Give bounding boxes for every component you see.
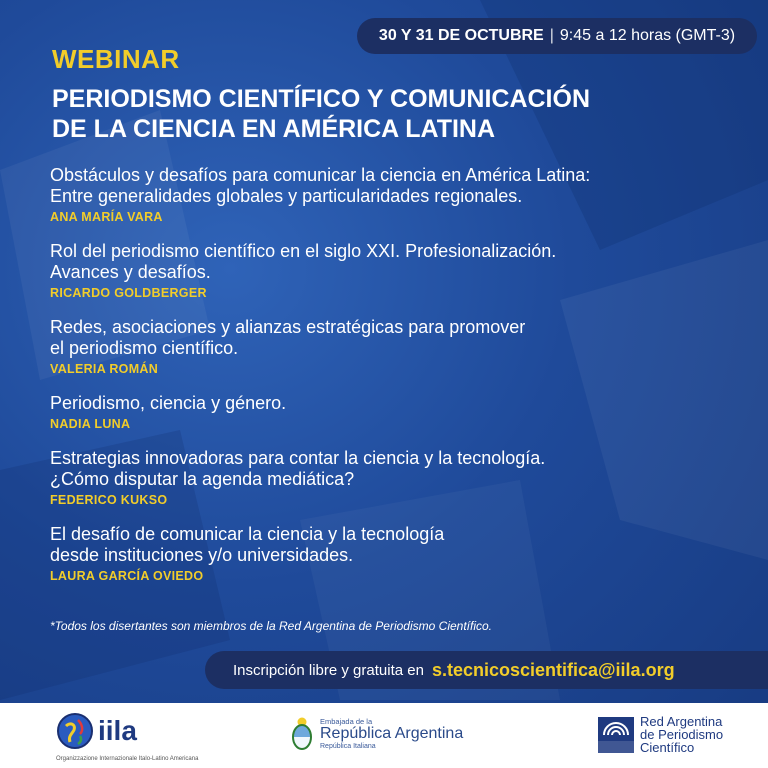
talk-item	[50, 448, 740, 507]
event-title-line-2: DE LA CIENCIA EN AMÉRICA LATINA	[52, 115, 496, 143]
embassy-small-text: Embajada de la	[320, 716, 373, 726]
logo-footer	[0, 703, 768, 768]
embassy-sub-text: República Italiana	[320, 743, 376, 751]
rap-logo	[598, 715, 723, 754]
iila-wordmark: iila	[98, 715, 137, 746]
registration-bar	[205, 651, 768, 689]
rap-name-line-3: Científico	[640, 740, 695, 755]
talk-speaker: FEDERICO KUKSO	[50, 493, 168, 507]
speakers-footnote: *Todos los disertantes son miembros de la Red Argentina de Periodismo Científico.	[50, 619, 493, 633]
talk-title: Periodismo, ciencia y género.	[50, 393, 287, 413]
event-type-label: WEBINAR	[52, 44, 180, 74]
talk-title: El desafío de comunicar la ciencia y la tecnología desde instituciones y/o universidades.	[50, 524, 445, 565]
red-argentina-emblem-icon	[598, 717, 634, 753]
embassy-text	[320, 718, 463, 751]
talk-item	[50, 393, 740, 431]
talk-speaker: NADIA LUNA	[50, 417, 131, 431]
talk-speaker: ANA MARÍA VARA	[50, 210, 163, 224]
talk-title: Obstáculos y desafíos para comunicar la ciencia en América Latina: Entre generalidades globales y particularidades regionales.	[50, 165, 591, 206]
talk-item	[50, 165, 740, 224]
talk-speaker: LAURA GARCÍA OVIEDO	[50, 569, 204, 583]
date-separator: |	[549, 27, 554, 44]
rap-name-line-2: de Periodismo	[640, 727, 724, 742]
date-time-pill	[357, 18, 757, 54]
talk-item	[50, 317, 740, 376]
rap-name	[640, 715, 723, 754]
embassy-logo	[290, 716, 463, 752]
embassy-main-text: República Argentina	[320, 725, 464, 743]
registration-email[interactable]: s.tecnicoscientifica@iila.org	[431, 659, 675, 680]
talk-title: Estrategias innovadoras para contar la ciencia y la tecnología. ¿Cómo disputar la agenda mediática?	[50, 448, 546, 489]
registration-text: Inscripción libre y gratuita en	[233, 661, 424, 679]
event-title	[52, 84, 672, 144]
talk-title: Rol del periodismo científico en el siglo XXI. Profesionalización. Avances y desafíos.	[50, 241, 557, 282]
talk-item	[50, 241, 740, 300]
talk-item	[50, 524, 740, 583]
iila-logo	[56, 712, 199, 762]
argentina-coat-of-arms-icon	[290, 716, 314, 752]
event-date: 30 Y 31 DE OCTUBRE	[378, 27, 544, 44]
iila-subtitle: Organizzazione Internazionale Italo-Latino Americana	[56, 756, 199, 762]
talk-title: Redes, asociaciones y alianzas estratégicas para promover el periodismo científico.	[50, 317, 526, 358]
globe-icon	[56, 712, 94, 750]
event-title-line-1: PERIODISMO CIENTÍFICO Y COMUNICACIÓN	[52, 85, 591, 113]
talk-speaker: RICARDO GOLDBERGER	[50, 286, 207, 300]
rap-name-line-1: Red Argentina	[640, 714, 723, 729]
talk-list	[50, 165, 740, 600]
event-time: 9:45 a 12 horas (GMT-3)	[559, 27, 736, 44]
talk-speaker: VALERIA ROMÁN	[50, 362, 159, 376]
